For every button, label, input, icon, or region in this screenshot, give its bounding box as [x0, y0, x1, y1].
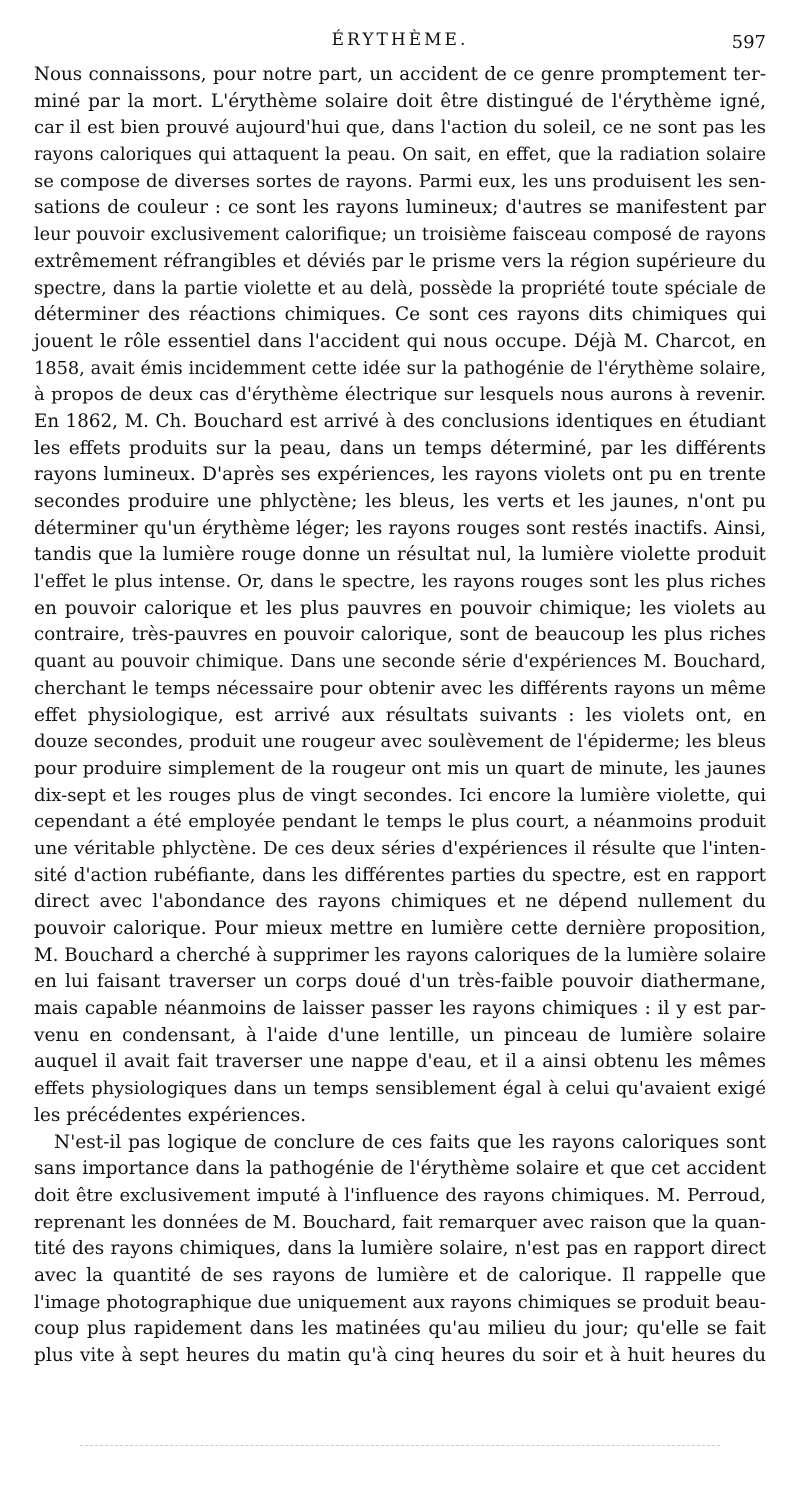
paragraph-2 — [34, 1130, 766, 1370]
text-line: douze secondes, produit une rougeur avec soulèvement de l'épiderme; les bleus — [34, 731, 767, 753]
text-line: rayons caloriques qui attaquent la peau. On sait, en effet, que la radiation solaire — [34, 145, 766, 166]
text-line: spectre, dans la partie violette et au delà, possède la propriété toute spéciale de — [34, 278, 766, 299]
text-line: effet physiologique, est arrivé aux résultats suivants : les violets ont, en — [34, 704, 766, 726]
text-line: pouvoir calorique. Pour mieux mettre en lumière cette dernière proposition, — [34, 918, 766, 939]
text-line: déterminer qu'un érythème léger; les rayons rouges sont restés inactifs. Ainsi, — [34, 517, 766, 539]
text-line: N'est-il pas logique de conclure de ces faits que les rayons caloriques sont — [54, 1131, 766, 1153]
text-line: extrêmement réfrangibles et déviés par le prisme vers la région supérieure du — [34, 250, 766, 272]
text-line: cherchant le temps nécessaire pour obtenir avec les différents rayons un même — [34, 677, 766, 699]
page-header — [34, 30, 766, 56]
text-line: coup plus rapidement dans les matinées qu'au milieu du jour; qu'elle se fait — [34, 1318, 766, 1340]
text-line: M. Bouchard a cherché à supprimer les rayons caloriques de la lumière solaire — [34, 944, 767, 966]
text-line: auquel il avait fait traverser une nappe d'eau, et il a ainsi obtenu les mêmes — [34, 1051, 766, 1073]
text-line: pour produire simplement de la rougeur ont mis un quart de minute, les jaunes — [34, 757, 766, 779]
text-line: leur pouvoir exclusivement calorifique; un troisième faisceau composé de rayons — [34, 225, 766, 246]
text-line: une véritable phlyctène. De ces deux séries d'expériences il résulte que l'inten- — [34, 837, 766, 859]
text-line: plus vite à sept heures du matin qu'à cinq heures du soir et à huit heures du — [34, 1345, 766, 1366]
running-title: ÉRYTHÈME. — [331, 30, 469, 50]
paragraph-1 — [34, 62, 766, 1130]
text-line: secondes produire une phlyctène; les bleus, les verts et les jaunes, n'ont pu — [34, 491, 766, 512]
text-line: les effets produits sur la peau, dans un temps déterminé, par les différents — [34, 437, 766, 459]
text-line: doit être exclusivement imputé à l'influence des rayons chimiques. M. Perroud, — [34, 1184, 766, 1206]
text-line: rayons lumineux. D'après ses expériences, les rayons violets ont pu en trente — [34, 464, 766, 486]
text-line: sité d'action rubéfiante, dans les différentes parties du spectre, est en rapport — [34, 864, 766, 886]
text-line: les précédentes expériences. — [34, 1104, 307, 1126]
text-line: cependant a été employée pendant le temps le plus court, a néanmoins produit — [34, 811, 766, 833]
text-line: mais capable néanmoins de laisser passer les rayons chimiques : il y est par- — [34, 998, 766, 1020]
text-line: se compose de diverses sortes de rayons. Parmi eux, les uns produisent les sen- — [34, 170, 766, 192]
text-line: dix-sept et les rouges plus de vingt secondes. Ici encore la lumière violette, qui — [34, 784, 766, 806]
text-line: venu en condensant, à l'aide d'une lentille, un pinceau de lumière solaire — [34, 1024, 766, 1046]
body-text — [34, 62, 766, 1370]
text-line: sations de couleur : ce sont les rayons lumineux; d'autres se manifestent par — [34, 197, 766, 219]
text-line: sans importance dans la pathogénie de l'érythème solaire et que cet accident — [34, 1158, 766, 1180]
text-line: quant au pouvoir chimique. Dans une seconde série d'expériences M. Bouchard, — [34, 652, 766, 673]
text-line: En 1862, M. Ch. Bouchard est arrivé à des conclusions identiques en étudiant — [34, 410, 766, 432]
text-line: l'image photographique due uniquement aux rayons chimiques se produit beau- — [34, 1291, 766, 1313]
text-line: miné par la mort. L'érythème solaire doit être distingué de l'érythème igné, — [34, 90, 766, 112]
text-line: tandis que la lumière rouge donne un résultat nul, la lumière violette produit — [34, 544, 766, 566]
text-line: direct avec l'abondance des rayons chimiques et ne dépend nullement du — [34, 891, 766, 913]
text-line: tité des rayons chimiques, dans la lumière solaire, n'est pas en rapport direct — [34, 1238, 766, 1260]
text-line: avec la quantité de ses rayons de lumière et de calorique. Il rappelle que — [34, 1264, 766, 1286]
text-line: déterminer des réactions chimiques. Ce sont ces rayons dits chimiques qui — [34, 304, 766, 326]
text-line: effets physiologiques dans un temps sensiblement égal à celui qu'avaient exigé — [34, 1078, 766, 1100]
text-line: en lui faisant traverser un corps doué d'un très-faible pouvoir diathermane, — [34, 971, 766, 993]
text-line: en pouvoir calorique et les plus pauvres en pouvoir chimique; les violets au — [34, 597, 766, 619]
text-line: jouent le rôle essentiel dans l'accident qui nous occupe. Déjà M. Charcot, en — [34, 330, 766, 352]
text-line: l'effet le plus intense. Or, dans le spectre, les rayons rouges sont les plus riches — [34, 571, 766, 593]
text-line: Nous connaissons, pour notre part, un accident de ce genre promptement ter- — [34, 64, 766, 85]
text-line: reprenant les données de M. Bouchard, fait remarquer avec raison que la quan- — [34, 1211, 766, 1233]
text-line: 1858, avait émis incidemment cette idée sur la pathogénie de l'érythème solaire, — [34, 358, 766, 379]
page-number: 597 — [731, 32, 766, 53]
text-line: car il est bien prouvé aujourd'hui que, dans l'action du soleil, ce ne sont pas les — [34, 117, 766, 139]
text-line: à propos de deux cas d'érythème électrique sur lesquels nous aurons à revenir. — [34, 384, 766, 406]
bottom-edge-marks — [80, 1445, 720, 1450]
text-line: contraire, très-pauvres en pouvoir calorique, sont de beaucoup les plus riches — [34, 624, 766, 646]
